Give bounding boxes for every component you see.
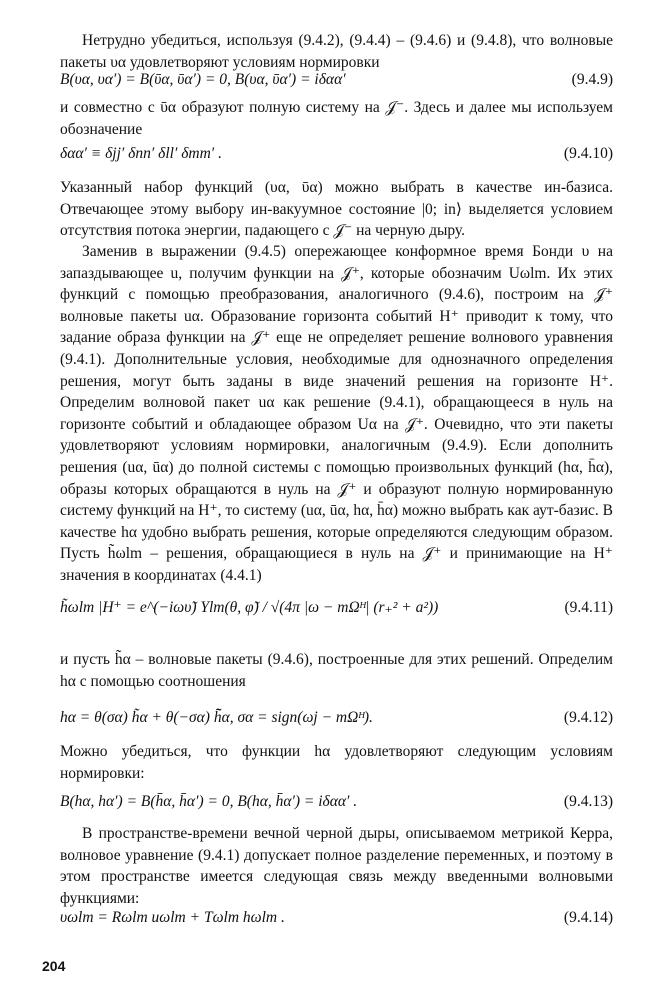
equation-formula: h̃ωlm |H⁺ = e^(−iωυ̃) Ylm(θ, φ̃) / √(4π |ω − mΩᴴ| (r₊² + a²)) (60, 599, 439, 616)
equation-formula: υωlm = Rωlm uωlm + Tωlm hωlm . (60, 909, 285, 926)
equation-number: (9.4.13) (563, 793, 613, 810)
paragraph: и совместно с ῡα образуют полную систему на 𝒥⁻. Здесь и далее мы используем обозначение (60, 99, 613, 138)
paragraph: и пусть h̃α – волновые пакеты (9.4.6), построенные для этих решений. Определим hα с помощью соотношения (60, 651, 613, 690)
paragraph: Заменив в выражении (9.4.5) опережающее конформное время Бонди υ на запаздывающее u, получим функции на 𝒥⁺, которые обозначим Uωlm. Их этих функций с помощью преобразования, аналогичного (9.4.6), построим на 𝒥⁺ волновые пакеты uα. Образование горизонта событий H⁺ приводит к тому, что задание образа функции на 𝒥⁺ еще не определяет решение волнового уравнения (9.4.1). Дополнительные условия, необходимые для однозначного определения решения, могут быть заданы в виде значений решения на горизонте H⁺. Определим волновой пакет uα как решение (9.4.1), обращающееся в нуль на горизонте событий и обладающее образом Uα на 𝒥⁺. Очевидно, что эти пакеты удовлетворяют условиям нормировки, аналогичным (9.4.9). Если дополнить решения (uα, ūα) до полной системы с помощью произвольных функций (hα, h̄α), образы которых обращаются в нуль на 𝒥⁺ и образуют полную нормированную систему функций на H⁺, то систему (uα, ūα, hα, h̄α) можно выбрать как аут-базис. В качестве hα удобно выбрать решения, которые определяются следующим образом. Пусть h̃ωlm – решения, обращающиеся в нуль на 𝒥⁺ и принимающие на H⁺ значения в координатах (4.4.1) (60, 243, 613, 584)
equation-formula: δαα′ ≡ δjj′ δnn′ δll′ δmm′ . (60, 145, 222, 162)
equation (60, 68, 613, 92)
equation (60, 790, 613, 814)
equation-formula: B(υα, υα′) = B(ῡα, ῡα′) = 0, B(υα, ῡα′) = iδαα′ (60, 71, 346, 88)
equation-formula: hα = θ(σα) h̃α + θ(−σα) h̃̄α, σα = sign(ωj − mΩᴴ). (60, 709, 373, 726)
equation (60, 142, 613, 166)
paragraph: Можно убедиться, что функции hα удовлетворяют следующим условиям нормировки: (60, 743, 613, 782)
equation-number: (9.4.9) (571, 71, 613, 88)
equation-number: (9.4.14) (563, 909, 613, 926)
equation (60, 906, 613, 930)
equation-number: (9.4.12) (563, 709, 613, 726)
equation (60, 706, 613, 730)
equation (60, 582, 613, 634)
page-number: 204 (42, 958, 66, 974)
equation-formula: B(hα, hα′) = B(h̄α, h̄α′) = 0, B(hα, h̄α′) = iδαα′ . (60, 793, 358, 810)
equation-number: (9.4.10) (563, 145, 613, 162)
paragraph: В пространстве-времени вечной черной дыры, описываемом метрикой Керра, волновое уравнение (9.4.1) допускает полное разделение переменных, и поэтому в этом пространстве имеется следующая связь между введенными волновыми функциями: (60, 825, 613, 907)
equation-number: (9.4.11) (564, 599, 613, 616)
paragraph: Указанный набор функций (υα, ῡα) можно выбрать в качестве ин-базиса. Отвечающее этому выбору ин-вакуумное состояние |0; in⟩ выделяется условием отсутствия потока энергии, падающего с 𝒥⁻ на черную дыру. (60, 179, 613, 240)
paragraph: Нетрудно убедиться, используя (9.4.2), (9.4.4) – (9.4.6) и (9.4.8), что волновые пакеты υα удовлетворяют условиям нормировки (60, 32, 613, 71)
